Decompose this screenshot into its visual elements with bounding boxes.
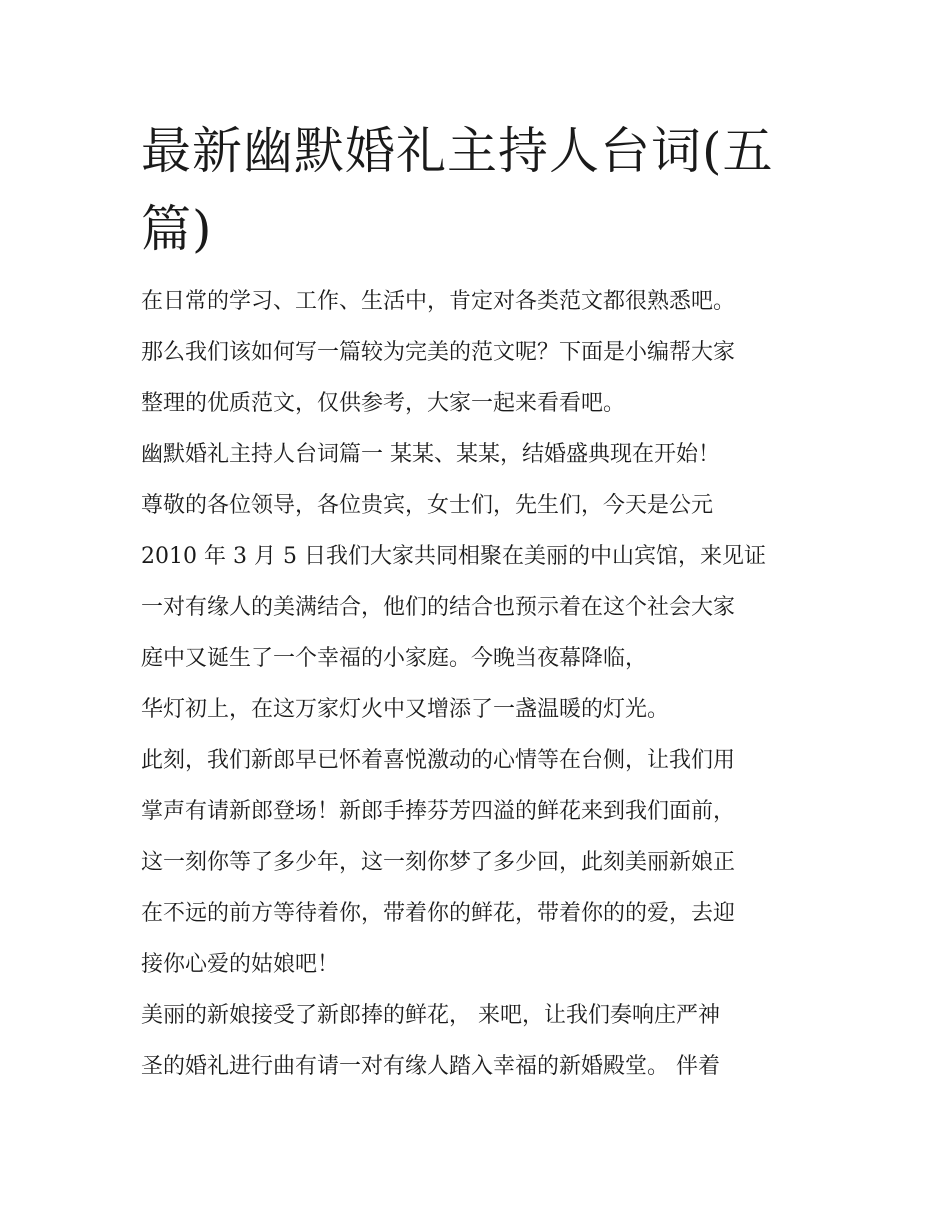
body-line: 掌声有请新郎登场！新郎手捧芬芳四溢的鲜花来到我们面前， [141,799,736,824]
title-line-2: 篇) [141,200,213,258]
body-line: 整理的优质范文，仅供参考，大家一起来看看吧。 [141,391,626,416]
body-line: 美丽的新娘接受了新郎捧的鲜花， 来吧，让我们奏响庄严神 [141,1003,720,1028]
body-line: 此刻，我们新郎早已怀着喜悦激动的心情等在台侧，让我们用 [141,748,736,773]
body-line: 庭中又诞生了一个幸福的小家庭。今晚当夜幕降临， [141,646,648,671]
document-title [141,112,821,268]
body-line: 一对有缘人的美满结合，他们的结合也预示着在这个社会大家 [141,595,736,620]
document-body [141,276,821,1092]
body-line: 在不远的前方等待着你，带着你的鲜花，带着你的的爱，去迎 [141,901,736,926]
body-line: 接你心爱的姑娘吧！ [141,952,340,977]
document-page [141,112,821,1092]
body-line: 华灯初上，在这万家灯火中又增添了一盏温暖的灯光。 [141,697,670,722]
body-line: 尊敬的各位领导，各位贵宾，女士们，先生们，今天是公元 [141,493,714,518]
body-line: 那么我们该如何写一篇较为完美的范文呢？下面是小编帮大家 [141,340,736,365]
body-line: 在日常的学习、工作、生活中，肯定对各类范文都很熟悉吧。 [141,289,736,314]
body-line: 2010 年 3 月 5 日我们大家共同相聚在美丽的中山宾馆，来见证 [141,544,766,569]
body-line: 幽默婚礼主持人台词篇一 某某、某某，结婚盛典现在开始！ [141,442,720,467]
title-line-1: 最新幽默婚礼主持人台词(五 [141,122,774,180]
body-line: 圣的婚礼进行曲有请一对有缘人踏入幸福的新婚殿堂。 伴着 [141,1054,720,1079]
body-line: 这一刻你等了多少年，这一刻你梦了多少回，此刻美丽新娘正 [141,850,736,875]
